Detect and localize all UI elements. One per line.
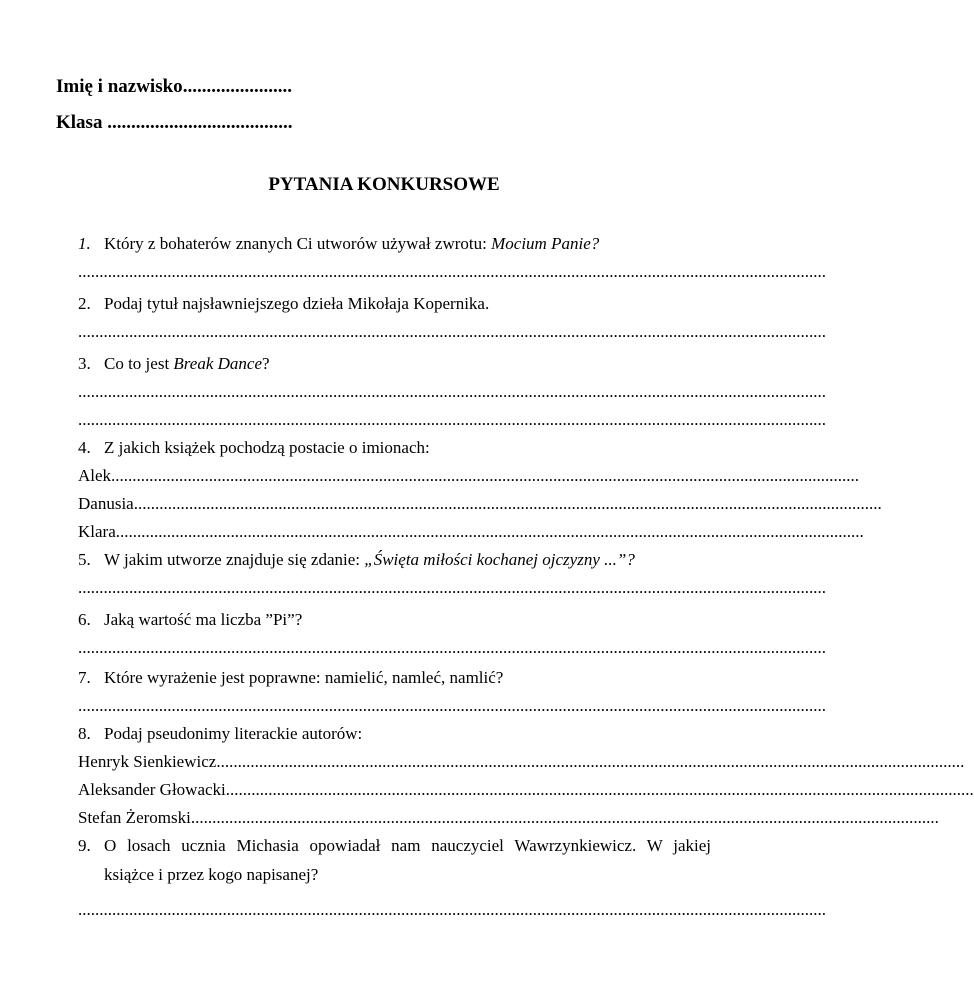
- answer-line: ................................................................................................................................................................................: [78, 696, 826, 715]
- subitem-label: Aleksander Głowacki: [78, 780, 226, 799]
- question-9-line2: książce i przez kogo napisanej?: [104, 865, 319, 884]
- question-italic: Break Dance: [173, 354, 262, 373]
- question-text: Co to jest: [104, 354, 174, 373]
- name-field: [56, 76, 292, 98]
- question-8: [78, 724, 362, 744]
- subitem-label: Stefan Żeromski: [78, 808, 191, 827]
- question-text: O losach ucznia Michasia opowiadał nam nauczyciel Wawrzynkiewicz. W jakiej: [104, 836, 711, 855]
- question-tail: ?: [262, 354, 270, 373]
- name-label: Imię i nazwisko: [56, 76, 183, 97]
- answer-line: ................................................................................................................................................................................: [225, 780, 974, 799]
- question-number: 1.: [78, 234, 91, 253]
- question-text: Podaj tytuł najsławniejszego dzieła Mikołaja Kopernika.: [104, 294, 490, 313]
- class-dots: .......................................: [102, 112, 293, 133]
- question-number: 5.: [78, 550, 91, 569]
- page-title: PYTANIA KONKURSOWE: [268, 174, 500, 195]
- subitem-label: Henryk Sienkiewicz: [78, 752, 217, 771]
- answer-line: ................................................................................................................................................................................: [78, 382, 826, 401]
- subitem-line: [78, 466, 860, 486]
- subitem-label: Danusia: [78, 494, 134, 513]
- answer-line: ................................................................................................................................................................................: [78, 322, 826, 341]
- question-2: [78, 294, 489, 314]
- subitem-line: [78, 752, 965, 772]
- answer-line: ................................................................................................................................................................................: [78, 638, 826, 657]
- question-text: Jaką wartość ma liczba ”Pi”?: [104, 610, 303, 629]
- answer-line: ................................................................................................................................................................................: [190, 808, 939, 827]
- subitem-line: [78, 780, 974, 800]
- question-number: 2.: [78, 294, 91, 313]
- question-number: 4.: [78, 438, 91, 457]
- question-text: Podaj pseudonimy literackie autorów:: [104, 724, 363, 743]
- question-6: [78, 610, 302, 630]
- subitem-line: [78, 494, 882, 514]
- question-3: [78, 354, 270, 374]
- question-number: 6.: [78, 610, 91, 629]
- question-1: [78, 234, 599, 254]
- question-italic: „Święta miłości kochanej ojczyzny ...”?: [364, 550, 635, 569]
- name-dots: .......................: [182, 76, 292, 97]
- subitem-line: [78, 522, 864, 542]
- subitem-label: Klara: [78, 522, 116, 541]
- question-italic: Mocium Panie?: [491, 234, 600, 253]
- answer-line: ................................................................................................................................................................................: [78, 578, 826, 597]
- answer-line: ................................................................................................................................................................................: [133, 494, 882, 513]
- question-text: W jakim utworze znajduje się zdanie:: [104, 550, 365, 569]
- question-text: Który z bohaterów znanych Ci utworów używał zwrotu:: [104, 234, 492, 253]
- class-label: Klasa: [56, 112, 103, 133]
- subitem-label: Alek: [78, 466, 112, 485]
- question-4: [78, 438, 430, 458]
- question-text: Z jakich książek pochodzą postacie o imionach:: [104, 438, 430, 457]
- question-number: 9.: [78, 836, 91, 855]
- subitem-line: [78, 808, 939, 828]
- answer-line: ................................................................................................................................................................................: [78, 900, 826, 919]
- question-9-line1: [78, 836, 711, 856]
- question-number: 3.: [78, 354, 91, 373]
- question-7: [78, 668, 503, 688]
- answer-line: ................................................................................................................................................................................: [78, 410, 826, 429]
- answer-line: ................................................................................................................................................................................: [115, 522, 864, 541]
- question-9: [78, 836, 711, 885]
- question-number: 8.: [78, 724, 91, 743]
- answer-line: ................................................................................................................................................................................: [111, 466, 860, 485]
- question-5: [78, 550, 635, 570]
- question-text: Które wyrażenie jest poprawne: namielić, namleć, namlić?: [104, 668, 504, 687]
- answer-line: ................................................................................................................................................................................: [78, 262, 826, 281]
- answer-line: ................................................................................................................................................................................: [216, 752, 965, 771]
- class-field: [56, 112, 292, 134]
- question-number: 7.: [78, 668, 91, 687]
